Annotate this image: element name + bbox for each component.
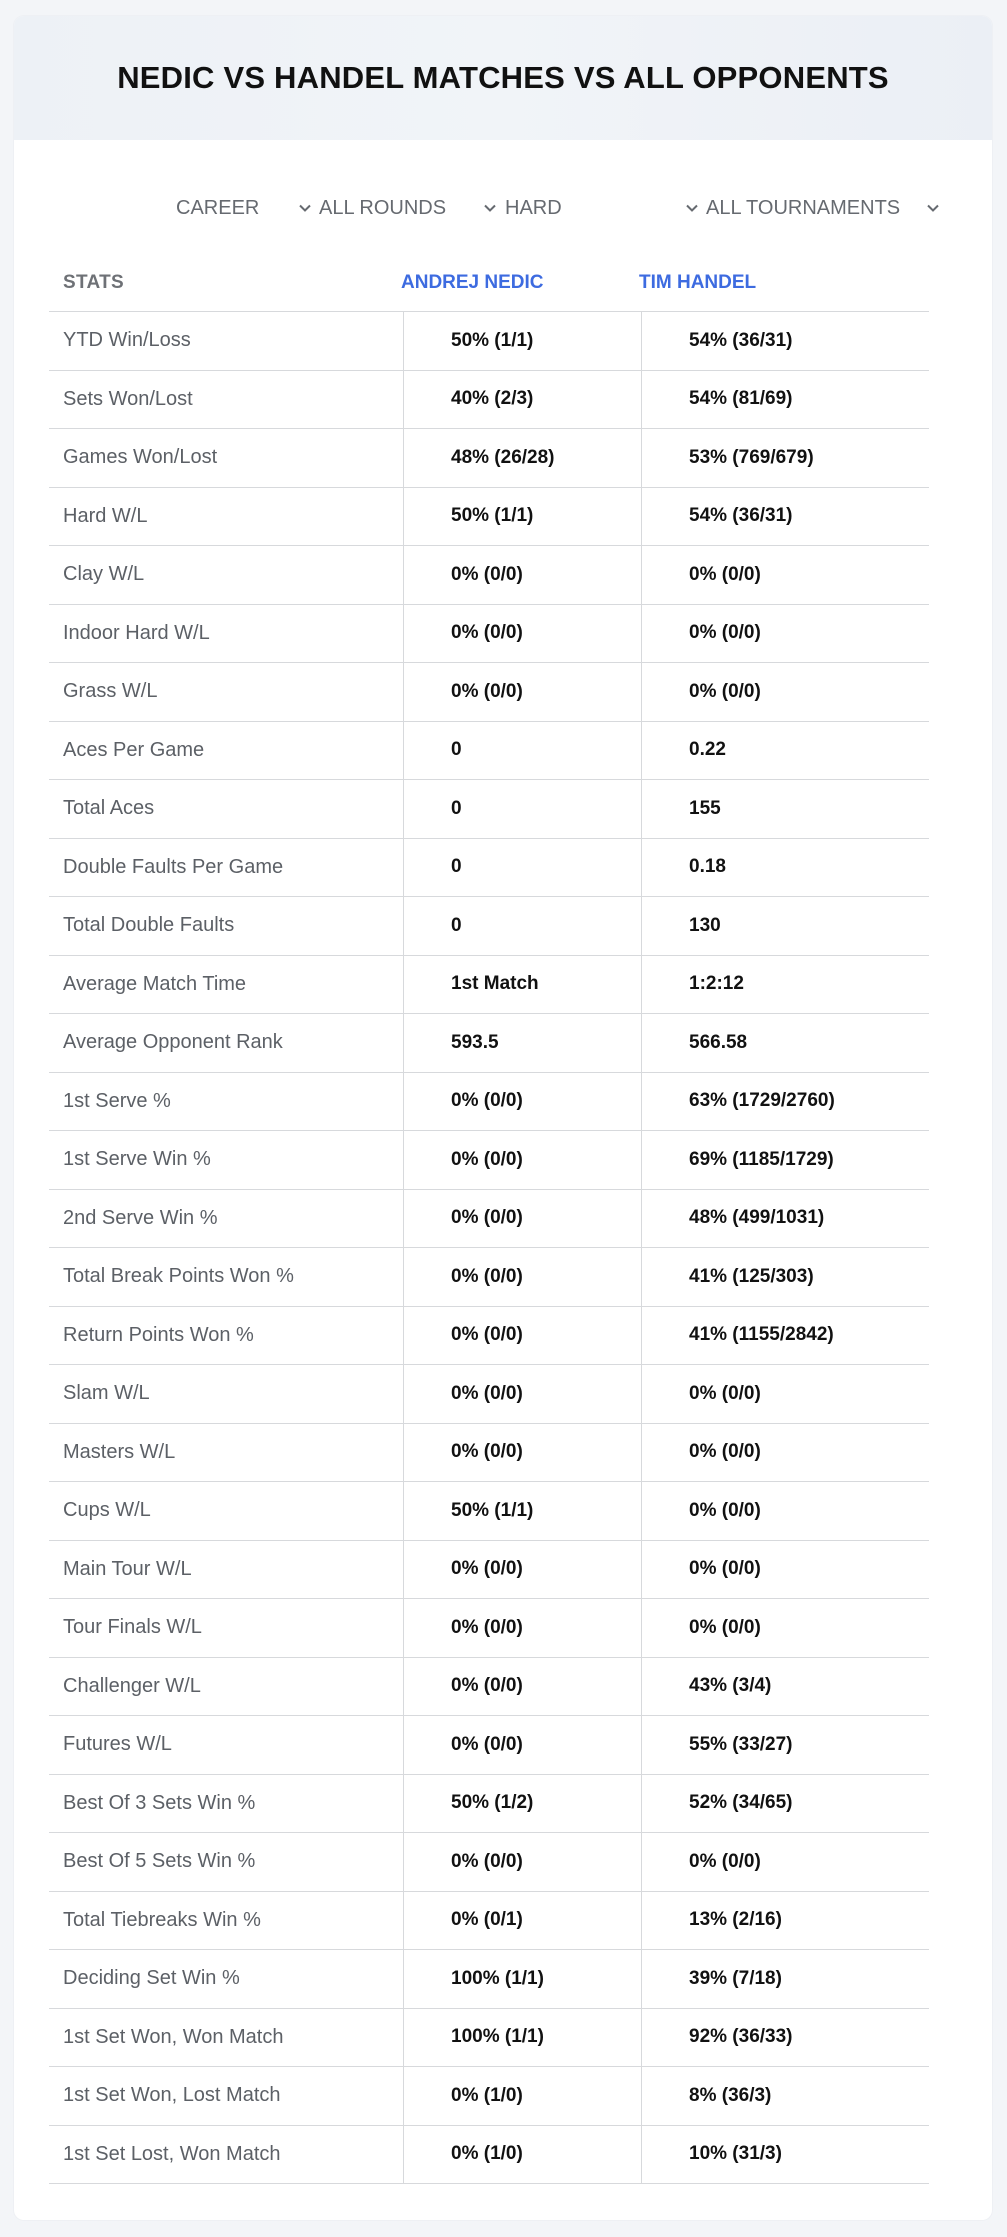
- column-divider: [403, 1248, 404, 1306]
- stat-label: Challenger W/L: [63, 1674, 201, 1697]
- column-divider: [403, 956, 404, 1014]
- table-row: [49, 956, 929, 1015]
- column-divider: [641, 1248, 642, 1306]
- player1-value: 1st Match: [451, 973, 539, 995]
- player1-value: 50% (1/1): [451, 329, 534, 351]
- column-divider: [641, 2126, 642, 2184]
- column-divider: [641, 1599, 642, 1657]
- player2-value: 43% (3/4): [689, 1675, 772, 1697]
- player1-value: 0: [451, 739, 462, 761]
- player1-value: 40% (2/3): [451, 388, 534, 410]
- table-row: [49, 1892, 929, 1951]
- column-divider: [641, 956, 642, 1014]
- stat-label: Total Tiebreaks Win %: [63, 1908, 261, 1931]
- table-row: [49, 1248, 929, 1307]
- stat-label: Deciding Set Win %: [63, 1967, 240, 1990]
- table-row: [49, 429, 929, 488]
- player1-value: 0% (0/0): [451, 622, 523, 644]
- column-divider: [641, 546, 642, 604]
- player2-value: 130: [689, 914, 721, 936]
- player1-value: 50% (1/1): [451, 505, 534, 527]
- stat-label: Hard W/L: [63, 504, 148, 527]
- player1-value: 0% (0/0): [451, 1148, 523, 1170]
- player1-value: 0% (0/0): [451, 1733, 523, 1755]
- column-divider: [403, 1658, 404, 1716]
- column-divider: [403, 722, 404, 780]
- column-divider: [641, 1833, 642, 1891]
- column-divider: [403, 605, 404, 663]
- column-divider: [641, 663, 642, 721]
- table-row: [49, 2067, 929, 2126]
- player1-value: 100% (1/1): [451, 1967, 544, 1989]
- player2-value: 10% (31/3): [689, 2143, 782, 2165]
- table-row: [49, 1131, 929, 1190]
- column-divider: [641, 1775, 642, 1833]
- table-row: [49, 1424, 929, 1483]
- column-divider: [403, 897, 404, 955]
- table-row: [49, 1775, 929, 1834]
- player1-link[interactable]: ANDREJ NEDIC: [401, 272, 544, 293]
- column-divider: [403, 546, 404, 604]
- column-divider: [641, 1716, 642, 1774]
- player2-value: 566.58: [689, 1031, 748, 1053]
- stat-label: Best Of 5 Sets Win %: [63, 1850, 256, 1873]
- player2-value: 0% (0/0): [689, 680, 761, 702]
- player2-value: 48% (499/1031): [689, 1207, 825, 1229]
- player2-value: 0% (0/0): [689, 1850, 761, 1872]
- chevron-down-icon: [685, 201, 699, 215]
- player1-value: 50% (1/1): [451, 1499, 534, 1521]
- table-row: [49, 371, 929, 430]
- column-divider: [641, 1365, 642, 1423]
- column-divider: [403, 2126, 404, 2184]
- player2-link[interactable]: TIM HANDEL: [639, 272, 757, 293]
- round-select-value: ALL ROUNDS: [319, 196, 447, 219]
- player1-value: 0% (0/0): [451, 1558, 523, 1580]
- stat-label: Tour Finals W/L: [63, 1616, 202, 1639]
- table-row: [49, 1014, 929, 1073]
- column-divider: [403, 780, 404, 838]
- column-divider: [641, 2009, 642, 2067]
- table-row: [49, 2009, 929, 2068]
- player1-value: 0% (0/0): [451, 1324, 523, 1346]
- stat-label: Total Break Points Won %: [63, 1265, 294, 1288]
- stat-label: Masters W/L: [63, 1440, 176, 1463]
- column-divider: [403, 2067, 404, 2125]
- player2-value: 155: [689, 797, 721, 819]
- player2-value: 39% (7/18): [689, 1967, 782, 1989]
- chevron-down-icon: [926, 201, 940, 215]
- column-divider: [641, 1950, 642, 2008]
- column-divider: [641, 1658, 642, 1716]
- chevron-down-icon: [483, 201, 497, 215]
- column-divider: [403, 371, 404, 429]
- column-divider: [403, 2009, 404, 2067]
- player1-value: 0% (0/0): [451, 1616, 523, 1638]
- column-divider: [403, 1014, 404, 1072]
- player2-value: 41% (1155/2842): [689, 1324, 834, 1346]
- player2-value: 13% (2/16): [689, 1909, 782, 1931]
- table-row: [49, 546, 929, 605]
- column-divider: [641, 1541, 642, 1599]
- column-divider: [641, 839, 642, 897]
- player1-value: 0% (0/0): [451, 1441, 523, 1463]
- stat-label: Cups W/L: [63, 1499, 151, 1522]
- player2-value: 0% (0/0): [689, 622, 761, 644]
- stat-label: Average Match Time: [63, 972, 247, 995]
- period-select-value: CAREER: [176, 196, 260, 219]
- table-row: [49, 839, 929, 898]
- player1-value: 50% (1/2): [451, 1792, 534, 1814]
- stat-label: Total Aces: [63, 797, 155, 820]
- player2-value: 0.18: [689, 856, 726, 878]
- tournament-select-value: ALL TOURNAMENTS: [706, 196, 901, 219]
- stats-table: [49, 254, 929, 2184]
- table-row: [49, 1658, 929, 1717]
- player2-value: 53% (769/679): [689, 446, 814, 468]
- table-row: [49, 1950, 929, 2009]
- stat-label: Clay W/L: [63, 563, 145, 586]
- column-divider: [641, 1892, 642, 1950]
- player1-value: 0% (0/0): [451, 1090, 523, 1112]
- player1-value: 0: [451, 914, 462, 936]
- surface-select[interactable]: [505, 192, 699, 224]
- column-divider: [403, 1190, 404, 1248]
- column-divider: [403, 312, 404, 370]
- column-divider: [403, 1482, 404, 1540]
- stats-column-header: STATS: [63, 272, 124, 293]
- stat-label: 1st Serve Win %: [63, 1148, 211, 1171]
- player2-value: 0% (0/0): [689, 563, 761, 585]
- column-divider: [641, 312, 642, 370]
- column-divider: [641, 1307, 642, 1365]
- player2-value: 55% (33/27): [689, 1733, 793, 1755]
- column-divider: [641, 371, 642, 429]
- player1-value: 0% (0/0): [451, 680, 523, 702]
- column-divider: [403, 1833, 404, 1891]
- card-header: [14, 16, 992, 140]
- player1-value: 0% (1/0): [451, 2084, 523, 2106]
- stat-label: Main Tour W/L: [63, 1557, 192, 1580]
- player2-value: 69% (1185/1729): [689, 1148, 834, 1170]
- player1-value: 0% (0/0): [451, 1207, 523, 1229]
- column-divider: [403, 429, 404, 487]
- player1-value: 0% (1/0): [451, 2143, 523, 2165]
- player1-value: 0% (0/1): [451, 1909, 523, 1931]
- player1-value: 100% (1/1): [451, 2026, 544, 2048]
- stat-label: Games Won/Lost: [63, 446, 218, 469]
- column-divider: [641, 1014, 642, 1072]
- column-divider: [641, 2067, 642, 2125]
- stat-label: Sets Won/Lost: [63, 387, 193, 410]
- player1-value: 0% (0/0): [451, 1265, 523, 1287]
- table-header: [49, 254, 929, 312]
- table-row: [49, 312, 929, 371]
- column-divider: [403, 1365, 404, 1423]
- table-row: [49, 605, 929, 664]
- stat-label: 1st Set Won, Lost Match: [63, 2084, 281, 2107]
- column-divider: [403, 1307, 404, 1365]
- stat-label: 1st Set Won, Won Match: [63, 2025, 284, 2048]
- column-divider: [403, 1950, 404, 2008]
- page-title: NEDIC VS HANDEL MATCHES VS ALL OPPONENTS: [117, 60, 889, 95]
- player2-value: 0% (0/0): [689, 1382, 761, 1404]
- table-row: [49, 897, 929, 956]
- player2-value: 52% (34/65): [689, 1792, 793, 1814]
- stat-label: Aces Per Game: [63, 738, 205, 761]
- player1-value: 0% (0/0): [451, 1382, 523, 1404]
- stat-label: 1st Set Lost, Won Match: [63, 2142, 281, 2165]
- round-select[interactable]: [319, 192, 497, 224]
- column-divider: [403, 1541, 404, 1599]
- player1-value: 0: [451, 856, 462, 878]
- player1-value: 0: [451, 797, 462, 819]
- column-divider: [641, 1131, 642, 1189]
- stat-label: 1st Serve %: [63, 1089, 171, 1112]
- column-divider: [641, 780, 642, 838]
- period-select[interactable]: [176, 192, 312, 224]
- column-divider: [403, 1073, 404, 1131]
- stat-label: Best Of 3 Sets Win %: [63, 1791, 256, 1814]
- player2-value: 54% (36/31): [689, 505, 793, 527]
- table-row: [49, 722, 929, 781]
- table-row: [49, 1307, 929, 1366]
- stat-label: Slam W/L: [63, 1382, 150, 1405]
- column-divider: [641, 722, 642, 780]
- column-divider: [403, 1131, 404, 1189]
- column-divider: [641, 1424, 642, 1482]
- column-divider: [403, 839, 404, 897]
- column-divider: [641, 1073, 642, 1131]
- table-row: [49, 1716, 929, 1775]
- table-row: [49, 1365, 929, 1424]
- column-divider: [641, 488, 642, 546]
- filter-bar: [14, 140, 992, 270]
- stat-label: Futures W/L: [63, 1733, 172, 1756]
- column-divider: [403, 1892, 404, 1950]
- stat-label: Return Points Won %: [63, 1323, 254, 1346]
- player1-value: 0% (0/0): [451, 1850, 523, 1872]
- column-divider: [403, 663, 404, 721]
- player2-value: 0% (0/0): [689, 1558, 761, 1580]
- stat-label: Double Faults Per Game: [63, 855, 284, 878]
- stat-label: Average Opponent Rank: [63, 1031, 283, 1054]
- stat-label: YTD Win/Loss: [63, 329, 191, 352]
- player1-value: 0% (0/0): [451, 563, 523, 585]
- player2-value: 54% (81/69): [689, 388, 793, 410]
- player2-value: 1:2:12: [689, 973, 744, 995]
- table-row: [49, 1599, 929, 1658]
- column-divider: [641, 429, 642, 487]
- player1-value: 48% (26/28): [451, 446, 555, 468]
- table-row: [49, 1073, 929, 1132]
- stat-label: Total Double Faults: [63, 914, 235, 937]
- table-row: [49, 1482, 929, 1541]
- player2-value: 92% (36/33): [689, 2026, 793, 2048]
- column-divider: [403, 1716, 404, 1774]
- player1-value: 0% (0/0): [451, 1675, 523, 1697]
- column-divider: [641, 605, 642, 663]
- table-body: [49, 312, 929, 2184]
- player2-value: 54% (36/31): [689, 329, 793, 351]
- table-row: [49, 2126, 929, 2185]
- column-divider: [403, 1424, 404, 1482]
- table-row: [49, 663, 929, 722]
- column-divider: [641, 1190, 642, 1248]
- stat-label: Indoor Hard W/L: [63, 621, 210, 644]
- column-divider: [641, 1482, 642, 1540]
- table-row: [49, 1833, 929, 1892]
- player2-value: 63% (1729/2760): [689, 1090, 835, 1112]
- player2-value: 8% (36/3): [689, 2084, 772, 2106]
- player2-value: 0% (0/0): [689, 1499, 761, 1521]
- table-row: [49, 1190, 929, 1249]
- player2-value: 0.22: [689, 739, 726, 761]
- surface-select-value: HARD: [505, 196, 562, 219]
- player1-value: 593.5: [451, 1031, 499, 1053]
- column-divider: [403, 1599, 404, 1657]
- stat-label: Grass W/L: [63, 680, 158, 703]
- stat-label: 2nd Serve Win %: [63, 1206, 218, 1229]
- table-row: [49, 1541, 929, 1600]
- chevron-down-icon: [298, 201, 312, 215]
- column-divider: [403, 1775, 404, 1833]
- tournament-select[interactable]: [706, 192, 940, 224]
- column-divider: [403, 488, 404, 546]
- player2-value: 41% (125/303): [689, 1265, 814, 1287]
- table-row: [49, 488, 929, 547]
- table-row: [49, 780, 929, 839]
- player2-value: 0% (0/0): [689, 1441, 761, 1463]
- player2-value: 0% (0/0): [689, 1616, 761, 1638]
- column-divider: [641, 897, 642, 955]
